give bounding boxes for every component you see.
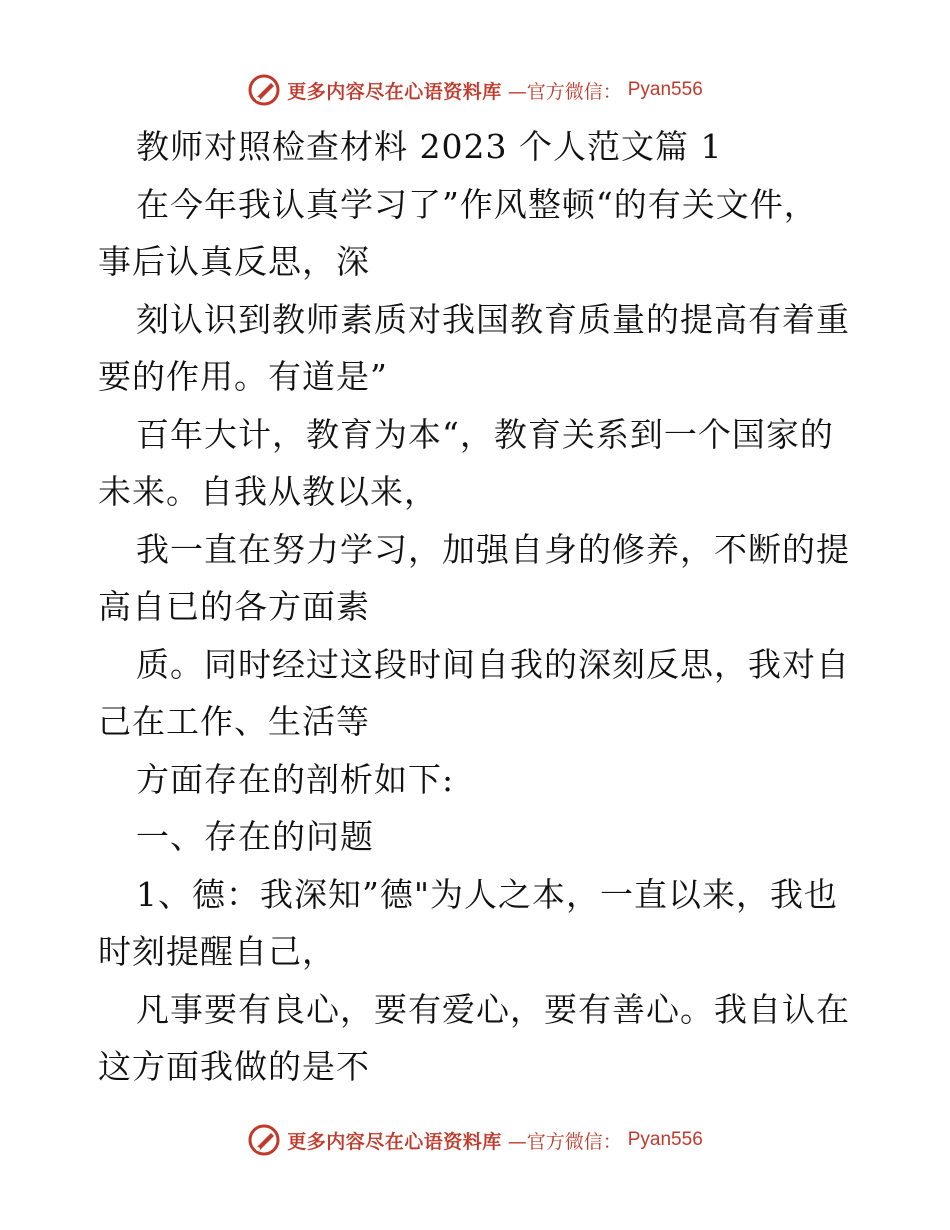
header-watermark xyxy=(0,70,950,110)
paragraph-line: 己在工作、生活等 xyxy=(98,702,370,741)
document-body xyxy=(98,118,858,1096)
watermark-account: Pyan556 xyxy=(627,79,703,100)
paragraph-line: 1、德：我深知”德"为人之本，一直以来，我也 xyxy=(136,874,839,914)
paragraph-line: 要的作用。有道是” xyxy=(98,357,388,396)
watermark-separator: —官方微信： xyxy=(507,1130,622,1153)
paragraph-line: 未来。自我从教以来， xyxy=(98,472,438,511)
document-title: 教师对照检查材料 2023 个人范文篇 1 xyxy=(136,127,723,166)
paragraph-line: 这方面我做的是不 xyxy=(98,1047,370,1086)
pen-logo-icon xyxy=(247,73,281,107)
watermark-text: 更多内容尽在心语资料库 xyxy=(287,80,502,103)
pen-logo-icon xyxy=(247,1123,281,1157)
watermark-account: Pyan556 xyxy=(627,1129,703,1150)
paragraph-line: 时刻提醒自己， xyxy=(98,932,336,971)
paragraph-line: 事后认真反思，深 xyxy=(98,242,370,281)
watermark-separator: —官方微信： xyxy=(507,80,622,103)
section-heading: 一、存在的问题 xyxy=(136,817,374,856)
footer-watermark xyxy=(0,1120,950,1160)
paragraph-line: 高自已的各方面素 xyxy=(98,587,370,626)
watermark-text: 更多内容尽在心语资料库 xyxy=(287,1130,502,1153)
paragraph-line: 凡事要有良心，要有爱心，要有善心。我自认在 xyxy=(136,989,850,1029)
paragraph-line: 百年大计，教育为本“，教育关系到一个国家的 xyxy=(136,414,834,454)
paragraph-line: 在今年我认真学习了”作风整顿“的有关文件， xyxy=(136,184,818,224)
paragraph-line: 我一直在努力学习，加强自身的修养，不断的提 xyxy=(136,529,850,569)
paragraph-line: 刻认识到教师素质对我国教育质量的提高有着重 xyxy=(136,299,850,339)
paragraph-line: 质。同时经过这段时间自我的深刻反思，我对自 xyxy=(136,644,850,684)
paragraph-line: 方面存在的剖析如下: xyxy=(136,759,455,799)
